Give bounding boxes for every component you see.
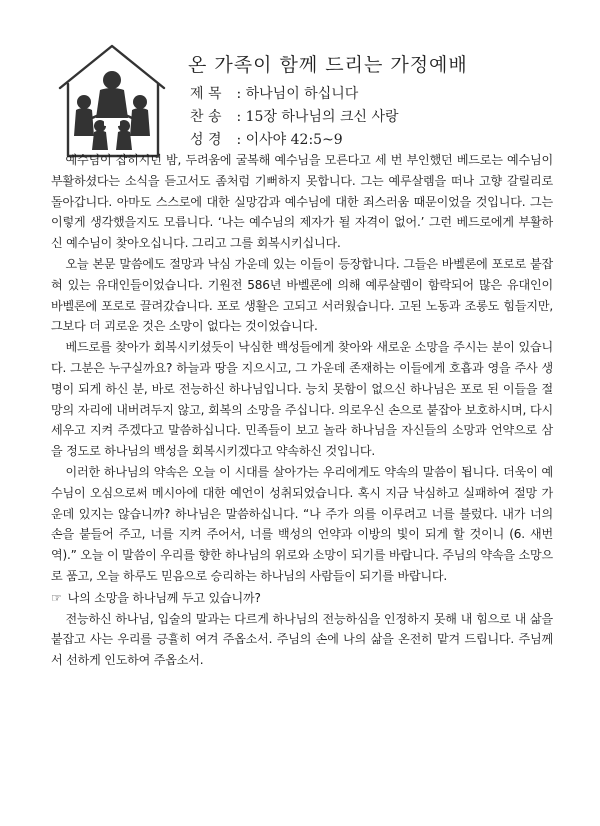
worship-title: 온 가족이 함께 드리는 가정예배 <box>188 54 468 76</box>
family-worship-house-logo <box>52 40 172 162</box>
meta-scripture-value: : 이사야 42:5~9 <box>236 132 343 148</box>
meta-hymn-label: 찬 송 <box>190 109 222 125</box>
meta-hymn <box>190 106 399 126</box>
paragraph-3: 베드로를 찾아가 회복시키셨듯이 낙심한 백성들에게 찾아와 새로운 소망을 주시는 분이 있습니다. 그분은 누구실까요? 하늘과 땅을 지으시고, 그 가운데 존재하는 이들에게 호흡과 영을 주사 생명이 되게 하신 분, 바로 전능하신 하나님입니다. 능치 못함이 없으신 하나님은 포로 된 이들을 절망의 자리에 내버려두지 않고, 회복의 소망을 주십니다. 의로우신 손으로 붙잡아 보호하시며, 다시 세우고 지켜 주겠다고 말씀하십니다. 민족들이 보고 놀라 하나님을 자신들의 소망과 언약으로 삼을 정도로 하나님의 백성을 회복시키겠다고 약속하신 것입니다. <box>51 340 553 459</box>
paragraph-1: 예수님이 잡히시던 밤, 두려움에 굴복해 예수님을 모른다고 세 번 부인했던 베드로는 예수님이 부활하셨다는 소식을 듣고서도 좀처럼 기뻐하지 못합니다. 그는 예루살렘을 떠나 고향 갈릴리로 돌아갑니다. 아마도 스스로에 대한 실망감과 예수님에 대한 죄스러움 때문이었을 것입니다. 그는 이렇게 생각했을지도 모릅니다. ‘나는 예수님의 제자가 될 자격이 없어.’ 그런 베드로에게 부활하신 예수님이 찾아오십니다. 그리고 그를 회복시키십니다. <box>51 153 553 251</box>
meta-subject-label: 제 목 <box>190 86 222 102</box>
paragraph-4: 이러한 하나님의 약속은 오늘 이 시대를 살아가는 우리에게도 약속의 말씀이 됩니다. 더욱이 예수님이 오심으로써 메시아에 대한 예언이 성취되었습니다. 혹시 지금 낙심하고 실패하여 절망 가운데 있지는 않습니까? 하나님은 말씀하십니다. “나 주가 의를 이루려고 너를 불렀다. 내가 너의 손을 붙들어 주고, 너를 지켜 주어서, 너를 백성의 언약과 이방의 빛이 되게 할 것이니 (6. 새번역).” 오늘 이 말씀이 우리를 향한 하나님의 위로와 소망이 되기를 바랍니다. 주님의 약속을 소망으로 품고, 오늘 하루도 믿음으로 승리하는 하나님의 사람들이 되기를 바랍니다. <box>51 464 553 583</box>
pointing-hand-icon: ☞ <box>51 590 62 605</box>
closing-prayer: 전능하신 하나님, 입술의 말과는 다르게 하나님의 전능하심을 인정하지 못해 내 힘으로 내 삶을 붙잡고 사는 우리를 긍휼히 여겨 주옵소서. 주님의 손에 나의 삶을 온전히 맡겨 드립니다. 주님께서 선하게 인도하여 주옵소서. <box>51 611 553 668</box>
sermon-body <box>51 150 553 671</box>
meta-subject-value: : 하나님이 하십니다 <box>236 86 359 102</box>
meta-scripture-label: 성 경 <box>190 132 222 148</box>
reflection-question <box>51 588 553 609</box>
question-text: 나의 소망을 하나님께 두고 있습니까? <box>67 590 261 605</box>
meta-subject <box>190 83 358 103</box>
meta-hymn-value: : 15장 하나님의 크신 사랑 <box>236 109 399 125</box>
paragraph-2: 오늘 본문 말씀에도 절망과 낙심 가운데 있는 이들이 등장합니다. 그들은 바벨론에 포로로 붙잡혀 있는 유대인들이었습니다. 기원전 586년 바벨론에 의해 예루살렘이 함락되어 많은 유대인이 바벨론에 포로로 끌려갔습니다. 포로 생활은 고되고 서러웠습니다. 고된 노동과 조롱도 힘들지만, 그보다 더 괴로운 것은 소망이 없다는 것이었습니다. <box>51 256 553 334</box>
meta-scripture <box>190 129 343 149</box>
